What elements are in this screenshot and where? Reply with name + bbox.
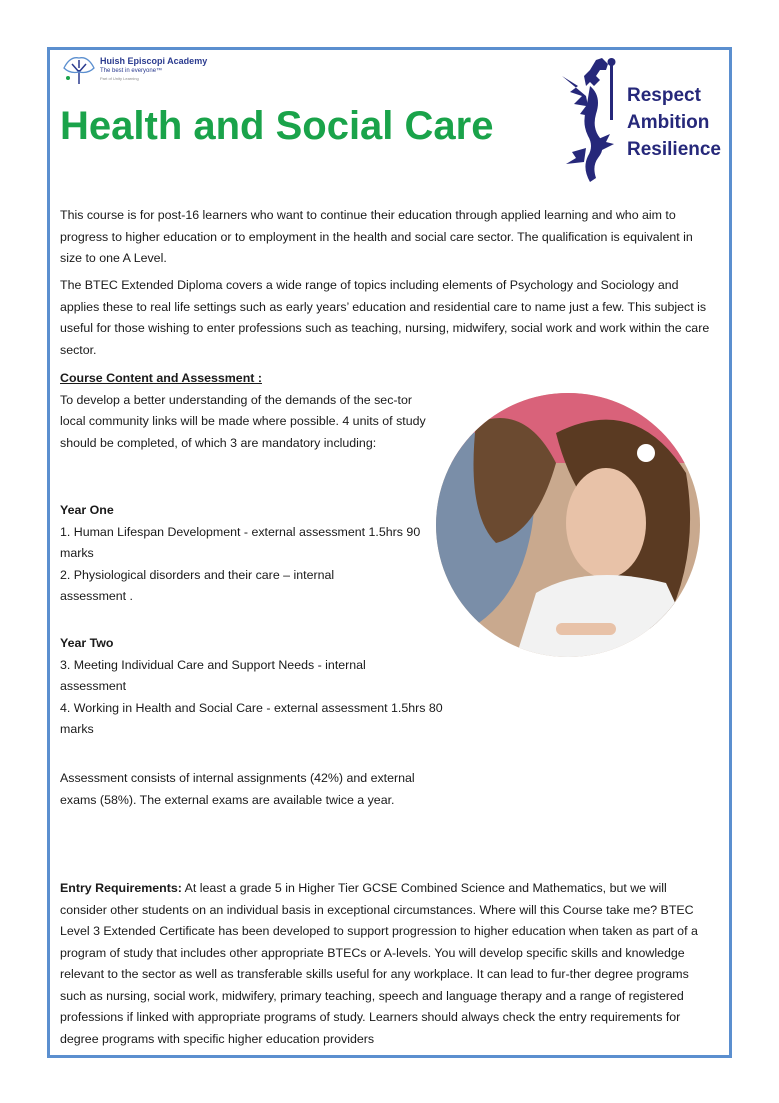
school-sub: Part of Unity Learning [100, 76, 139, 81]
year-one-heading: Year One [60, 503, 114, 517]
school-motto: The best in everyone™ [100, 68, 163, 74]
value-ambition: Ambition [627, 112, 710, 133]
year-two-heading: Year Two [60, 636, 114, 650]
assessment-text: Assessment consists of internal assignments (42%) and external exams (58%). The external exams are available twice a year. [60, 771, 415, 807]
value-respect: Respect [627, 85, 701, 106]
school-values [627, 82, 721, 163]
year-two-item: 4. Working in Health and Social Care - external assessment 1.5hrs 80 marks [60, 700, 443, 736]
entry-requirements [60, 878, 715, 1050]
course-content-text: To develop a better understanding of the demands of the sec-tor local community links will be made where possible. 4 units of study should be completed, of which 3 are mandatory including: [60, 392, 426, 450]
school-logo [60, 54, 220, 86]
year-one-item: 2. Physiological disorders and their care – internal assessment . [60, 567, 335, 603]
course-content-heading: Course Content and Assessment : [60, 371, 262, 385]
intro-paragraph-1: This course is for post-16 learners who want to continue their education through applied learning and who aim to progress to higher education or to employment in the health and social care sector. The qualification is equivalent in size to one A Level. [60, 208, 693, 265]
year-one-item: 1. Human Lifespan Development - external assessment 1.5hrs 90 marks [60, 524, 421, 560]
student-photo [436, 393, 700, 657]
school-name: Huish Episcopi Academy [100, 56, 208, 66]
entry-requirements-text: At least a grade 5 in Higher Tier GCSE Combined Science and Mathematics, but we will consider other students on an individual basis in exceptional circumstances. Where will this Course take me? BTEC Level 3 Extended Certificate has been developed to support progression to higher education when taken as part of a program of study that includes other appropriate BTECs or A-levels. You will develop specific skills and knowledge relevant to the sector as well as transferable skills useful for any workplace. It can lead to fur-ther degree programs such as nursing, social work, midwifery, primary teaching, speech and language therapy and a range of registered professions if linked with appropriate programs of study. Learners should always check the entry requirements for degree programs with specific higher education providers [60, 881, 698, 1046]
page-title: Health and Social Care [60, 104, 494, 148]
value-resilience: Resilience [627, 139, 721, 160]
year-one-section [60, 500, 445, 608]
course-content-section [60, 368, 445, 454]
intro-paragraph-2: The BTEC Extended Diploma covers a wide range of topics including elements of Psychology and Sociology and applies these to real life settings such as early years’ education and residential care to name just a few. This subject is useful for those wishing to enter professions such as teaching, nursing, midwifery, social work and work within the care sector. [60, 278, 710, 357]
tree-icon [60, 54, 98, 86]
year-two-section [60, 633, 445, 741]
entry-requirements-label: Entry Requirements: [60, 881, 182, 895]
dragon-crest-icon [556, 56, 622, 186]
year-two-item: 3. Meeting Individual Care and Support Needs - internal assessment [60, 657, 366, 693]
